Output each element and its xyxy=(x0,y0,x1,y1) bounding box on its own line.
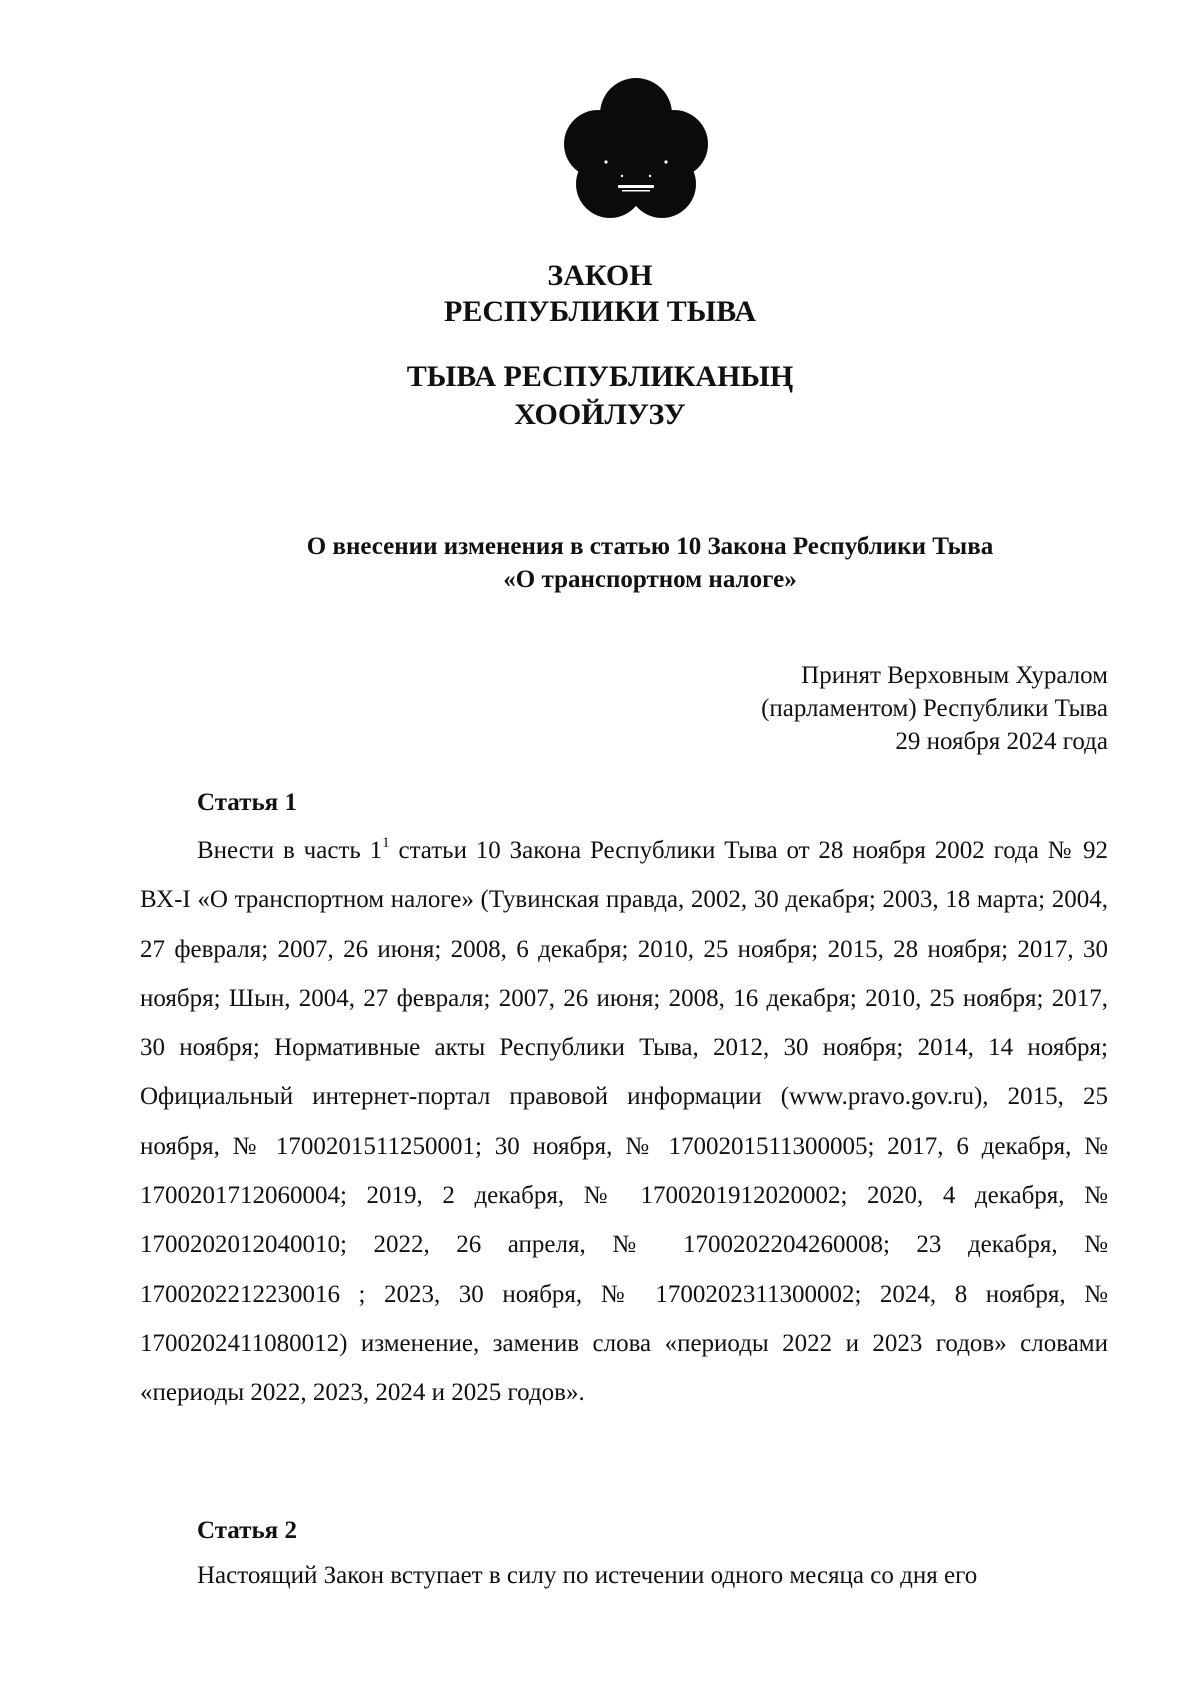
article-1-text-rest: статьи 10 Закона Республики Тыва от 28 ноября 2002 года № 92 ВХ-I «О транспортном налоге» (Тувинская правда, 2002, 30 декабря; 2003, 18 марта; 2004, 27 февраля; 2007, 26 июня; 2008, 6 декабря; 2010, 25 ноября; 2015, 28 ноября; 2017, 30 ноября; Шын, 2004, 27 февраля; 2007, 26 июня; 2008, 16 декабря; 2010, 25 ноября; 2017, 30 ноября; Нормативные акты Республики Тыва, 2012, 30 ноября; 2014, 14 ноября; Официальный интернет-портал правовой информации (www.pravo.gov.ru), 2015, 25 ноября, № 1700201511250001; 30 ноября, № 1700201511300005; 2017, 6 декабря, № 1700201712060004; 2019, 2 декабря, № 1700201912020002; 2020, 4 декабря, № 1700202012040010; 2022, 26 апреля, № 1700202204260008; 23 декабря, № 1700202212230016 ; 2023, 30 ноября, № 1700202311300002; 2024, 8 ноября, № 1700202411080012) изменение, заменив слова «периоды 2022 и 2023 годов» словами «периоды 2022, 2023, 2024 и 2025 годов». xyxy=(140,837,1108,1407)
article-1-superscript: 1 xyxy=(382,834,390,851)
article-1-text-start: Внести в часть 1 xyxy=(197,837,383,864)
adoption-date: 29 ноября 2024 года xyxy=(895,728,1108,755)
law-subject-line2: «О транспортном налоге» xyxy=(503,566,797,593)
adoption-line1: Принят Верховным Хуралом xyxy=(801,662,1108,689)
article-1-title: Статья 1 xyxy=(197,789,297,816)
article-2-title: Статья 2 xyxy=(197,1517,297,1544)
law-title-tv xyxy=(0,358,1200,434)
law-subject-line1: О внесении изменения в статью 10 Закона Республики Тыва xyxy=(306,533,994,560)
law-title-tv-line2: ХООЙЛУЗУ xyxy=(514,398,686,431)
adoption-line2: (парламентом) Республики Тыва xyxy=(761,695,1108,722)
law-subject xyxy=(195,530,1105,596)
law-title-ru-line2: РЕСПУБЛИКИ ТЫВА xyxy=(444,295,756,328)
adoption-note xyxy=(761,659,1108,758)
law-title-tv-line1: ТЫВА РЕСПУБЛИКАНЫҢ xyxy=(406,360,794,393)
article-1-body xyxy=(140,826,1108,1418)
article-2-body xyxy=(140,1551,1108,1600)
article-2-text: Настоящий Закон вступает в силу по истечении одного месяца со дня его xyxy=(197,1562,978,1589)
law-title-ru xyxy=(0,258,1200,330)
tuva-emblem-icon xyxy=(562,72,710,222)
law-title-ru-line1: ЗАКОН xyxy=(547,259,653,292)
